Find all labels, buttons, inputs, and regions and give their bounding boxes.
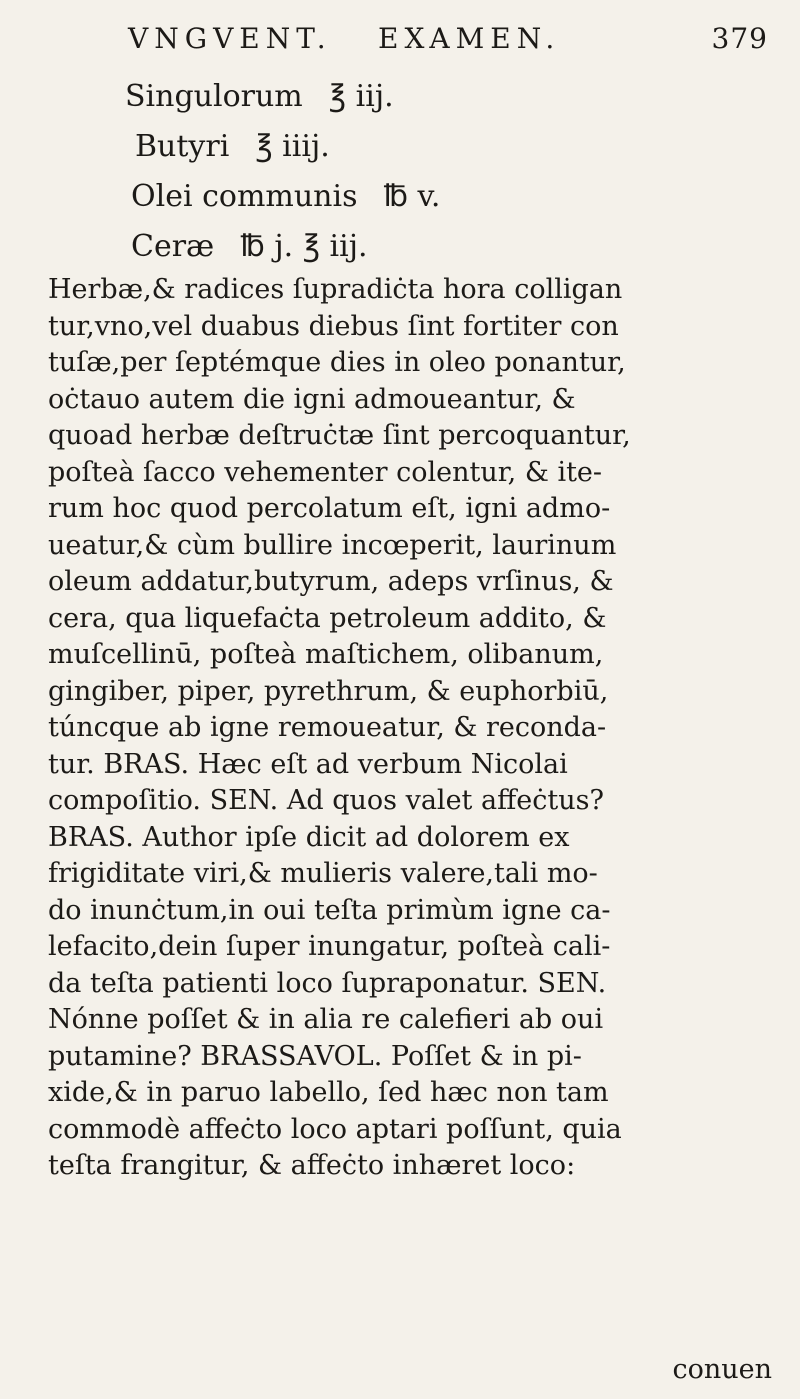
ingredient-measure: ℔ j. ℥ iij. xyxy=(240,229,368,264)
running-head xyxy=(128,22,768,66)
text-line: Nónne poſſet & in alia re calefieri ab oui xyxy=(48,1004,604,1035)
catchword: conuen xyxy=(672,1354,772,1385)
text-line: tur,vno,vel duabus diebus ſint fortiter con xyxy=(48,310,619,342)
recipe-line xyxy=(125,222,440,272)
recipe-line xyxy=(125,72,440,122)
ingredient-measure: ℥ iij. xyxy=(328,79,394,114)
text-line: commodè affeċto loco aptari poſſunt, quia xyxy=(48,1113,622,1145)
text-line: oleum addatur,butyrum, adeps vrſinus, & xyxy=(48,566,614,597)
ingredient-name: Butyri xyxy=(135,129,230,164)
text-line: túncque ab igne remoueatur, & reconda- xyxy=(48,712,607,743)
text-line: ueatur,& cùm bullire incœperit, laurinum xyxy=(48,529,617,561)
text-line: cera, qua liquefaċta petroleum addito, & xyxy=(48,602,607,634)
text-line: teſta frangitur, & affeċto inhæret loco: xyxy=(48,1150,576,1181)
ingredient-name: Olei communis xyxy=(131,179,358,214)
text-line: tur. BRAS. Hæc eſt ad verbum Nicolai xyxy=(48,748,568,780)
ingredient-measure: ℔ v. xyxy=(383,179,441,214)
running-head-left: VNGVENT. xyxy=(128,22,332,55)
text-line: lefacito,dein ſuper inungatur, poſteà cali- xyxy=(48,931,611,962)
text-line: Herbæ,& radices ſupradiċta hora colligan xyxy=(48,274,623,305)
page-number: 379 xyxy=(711,22,768,55)
recipe-list xyxy=(125,72,440,272)
text-line: xide,& in paruo labello, ſed hæc non tam xyxy=(48,1077,609,1108)
running-head-center: EXAMEN. xyxy=(378,22,561,55)
text-line: rum hoc quod percolatum eſt, igni admo- xyxy=(48,493,611,524)
ingredient-measure: ℥ iiij. xyxy=(255,129,330,164)
text-line: muſcellinū, poſteà maſtichem, olibanum, xyxy=(48,639,604,670)
text-line: BRAS. Author ipſe dicit ad dolorem ex xyxy=(48,821,570,853)
text-line: putamine? BRASSAVOL. Poſſet & in pi- xyxy=(48,1040,582,1072)
text-line: frigiditate viri,& mulieris valere,tali mo- xyxy=(48,858,598,889)
text-line: compoſitio. SEN. Ad quos valet affeċtus? xyxy=(48,785,604,816)
text-line: tuſæ,per ſeptémque dies in oleo ponantur, xyxy=(48,347,626,378)
recipe-line xyxy=(125,122,440,172)
body-text xyxy=(48,272,773,1185)
ingredient-name: Ceræ xyxy=(131,229,215,264)
text-line: quoad herbæ deſtruċtæ ſint percoquantur, xyxy=(48,420,631,451)
ingredient-name: Singulorum xyxy=(125,79,303,114)
text-line: da teſta patienti loco ſupraponatur. SEN. xyxy=(48,967,607,999)
recipe-line xyxy=(125,172,440,222)
text-line: gingiber, piper, pyrethrum, & euphorbiū, xyxy=(48,675,609,707)
text-line: do inunċtum,in oui teſta primùm igne ca- xyxy=(48,894,611,926)
text-line: oċtauo autem die igni admoueantur, & xyxy=(48,383,576,415)
text-line: poſteà ſacco vehementer colentur, & ite- xyxy=(48,456,603,488)
